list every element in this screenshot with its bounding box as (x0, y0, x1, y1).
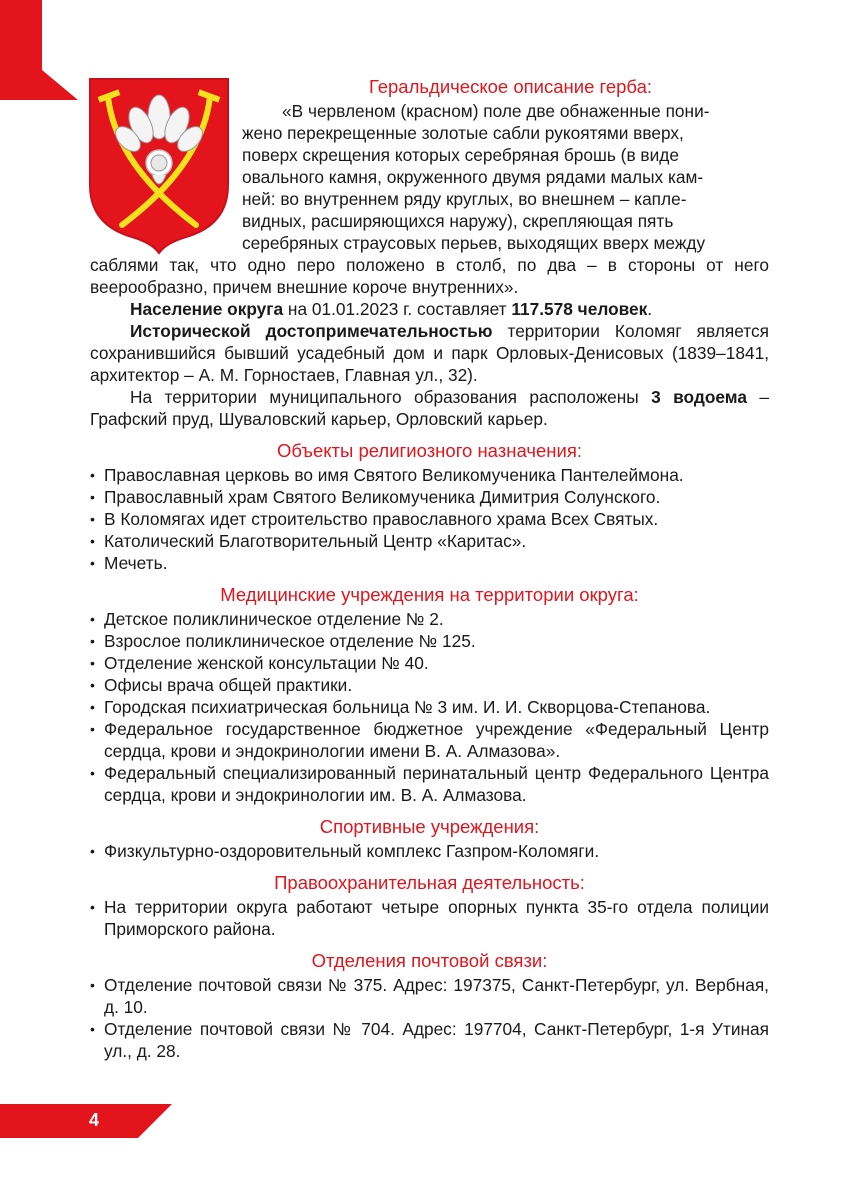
water-post: – Графский пруд, Шуваловский карьер, Орловский карьер. (90, 387, 769, 429)
corner-decoration (0, 0, 78, 100)
water-count: 3 водоема (651, 387, 747, 407)
list-item: • На территории округа работают четыре опорных пункта 35-го отдела полиции Приморского района. (90, 896, 769, 940)
law-heading: Правоохранительная деятельность: (274, 872, 585, 893)
list-item: • Офисы врача общей практики. (90, 674, 769, 696)
list-item: • Отделение женской консультации № 40. (90, 652, 769, 674)
list-item: • Детское поликлиническое отделение № 2. (90, 608, 769, 630)
religious-heading: Объекты религиозного назначения: (277, 440, 582, 461)
landmark-text: территории Коломяг является сохранившийся бывший усадебный дом и парк Орловых-Денисовых (1839–1841, архитектор – А. М. Горностаев, Главная ул., 32). (90, 321, 769, 385)
water-paragraph (90, 386, 769, 430)
heraldry-line: видных, расширяющихся наружу), скрепляющая пять (242, 211, 674, 231)
heraldry-line: серебряных страусовых перьев, выходящих вверх между (242, 233, 706, 253)
population-value: 117.578 человек (511, 299, 648, 319)
list-item: • Взрослое поликлиническое отделение № 125. (90, 630, 769, 652)
list-item: • Отделение почтовой связи № 375. Адрес: 197375, Санкт-Петербург, ул. Вербная, д. 10. (90, 974, 769, 1018)
list-item: • Мечеть. (90, 552, 769, 574)
heraldry-heading: Геральдическое описание герба: (368, 76, 653, 97)
landmark-paragraph (90, 320, 769, 386)
list-item: • Православный храм Святого Великомученика Димитрия Солунского. (90, 486, 769, 508)
list-item: • Отделение почтовой связи № 704. Адрес: 197704, Санкт-Петербург, 1-я Утиная ул., д. 28. (90, 1018, 769, 1062)
list-item: • Городская психиатрическая больница № 3 им. И. И. Скворцова-Степанова. (90, 696, 769, 718)
page-number: 4 (89, 1110, 100, 1130)
heraldry-wrapped-text (90, 100, 769, 254)
heraldry-line: ней: во внутреннем ряду круглых, во внешнем – капле- (242, 189, 687, 209)
population-mid: на 01.01.2023 г. составляет (283, 299, 512, 319)
sports-list (90, 840, 769, 862)
heraldry-line: жено перекрещенные золотые сабли рукоятями вверх, (242, 123, 684, 143)
footer-bar (0, 1104, 172, 1138)
heraldry-tail: саблями так, что одно перо положено в столб, по два – в стороны от него веерообразно, причем внешние короче внутренних». (90, 255, 769, 297)
sports-heading: Спортивные учреждения: (319, 816, 540, 837)
list-item: • Федеральный специализированный перинатальный центр Федерального Центра сердца, крови и эндокринологии им. В. А. Алмазова. (90, 762, 769, 806)
population-label: Население округа (130, 299, 284, 319)
list-item: • Физкультурно-оздоровительный комплекс Газпром-Коломяги. (90, 840, 769, 862)
law-list (90, 896, 769, 940)
medical-list (90, 608, 769, 806)
post-heading: Отделения почтовой связи: (311, 950, 548, 971)
religious-list (90, 464, 769, 574)
water-pre: На территории муниципального образования расположены (130, 387, 652, 407)
medical-heading: Медицинские учреждения на территории округа: (220, 584, 639, 605)
list-item: • В Коломягах идет строительство православного храма Всех Святых. (90, 508, 769, 530)
heraldry-line: овального камня, окруженного двумя рядами малых кам- (242, 167, 704, 187)
heraldry-line: «В червленом (красном) поле две обнаженные пони- (282, 101, 710, 121)
landmark-label: Исторической достопримечательностью (130, 321, 493, 341)
population-paragraph (90, 298, 769, 320)
population-end: . (647, 299, 653, 319)
post-list (90, 974, 769, 1062)
heraldry-line: поверх скрещения которых серебряная брошь (в виде (242, 145, 679, 165)
list-item: • Католический Благотворительный Центр «Каритас». (90, 530, 769, 552)
list-item: • Православная церковь во имя Святого Великомученика Пантелеймона. (90, 464, 769, 486)
main-content (90, 76, 769, 1062)
list-item: • Федеральное государственное бюджетное учреждение «Федеральный Центр сердца, крови и эндокринологии имени В. А. Алмазова». (90, 718, 769, 762)
